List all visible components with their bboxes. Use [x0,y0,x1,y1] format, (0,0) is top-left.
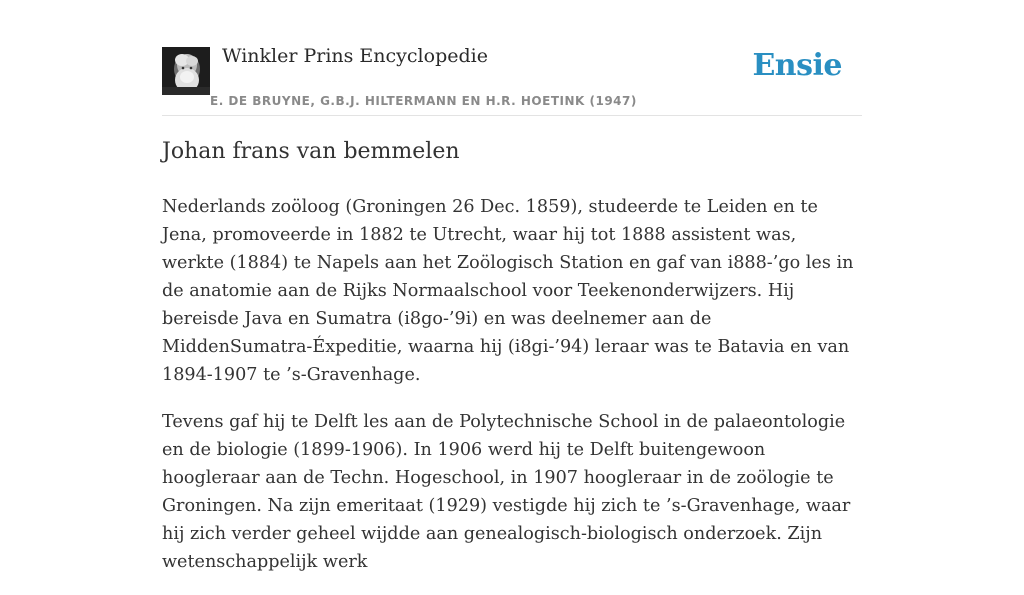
source-header [162,0,862,116]
brand-logo-link[interactable]: Ensie [752,48,842,83]
article-body [162,193,862,595]
article-paragraph: Nederlands zoöloog (Groningen 26 Dec. 1859), studeerde te Leiden en te Jena, promoveerde in 1882 te Utrecht, waar hij tot 1888 assistent was, werkte (1884) te Napels aan het Zoölogisch Station en gaf van i888-’go les in de anatomie aan de Rijks Normaalschool voor Teekenonderwijzers. Hij bereisde Java en Sumatra (i8go-’9i) en was deelnemer aan de MiddenSumatra-Éxpeditie, waarna hij (i8gi-’94) leraar was te Batavia en van 1894-1907 te ’s-Gravenhage. [162,197,854,385]
content-column [162,0,862,572]
portrait-icon [162,47,210,95]
article-title: Johan frans van bemmelen [162,139,460,164]
source-title[interactable]: Winkler Prins Encyclopedie [222,45,488,67]
article-paragraph: Tevens gaf hij te Delft les aan de Polytechnische School in de palaeontologie en de biologie (1899-1906). In 1906 werd hij te Delft buitengewoon hoogleraar aan de Techn. Hogeschool, in 1907 hoogleraar in de zoölogie te Groningen. Na zijn emeritaat (1929) vestigde hij zich te ’s-Gravenhage, waar hij zich verder geheel wijdde aan genealogisch-biologisch onderzoek. Zijn wetenschappelijk werk [162,412,851,572]
source-authors: E. DE BRUYNE, G.B.J. HILTERMANN EN H.R. HOETINK (1947) [210,94,637,108]
author-avatar[interactable] [162,47,210,95]
